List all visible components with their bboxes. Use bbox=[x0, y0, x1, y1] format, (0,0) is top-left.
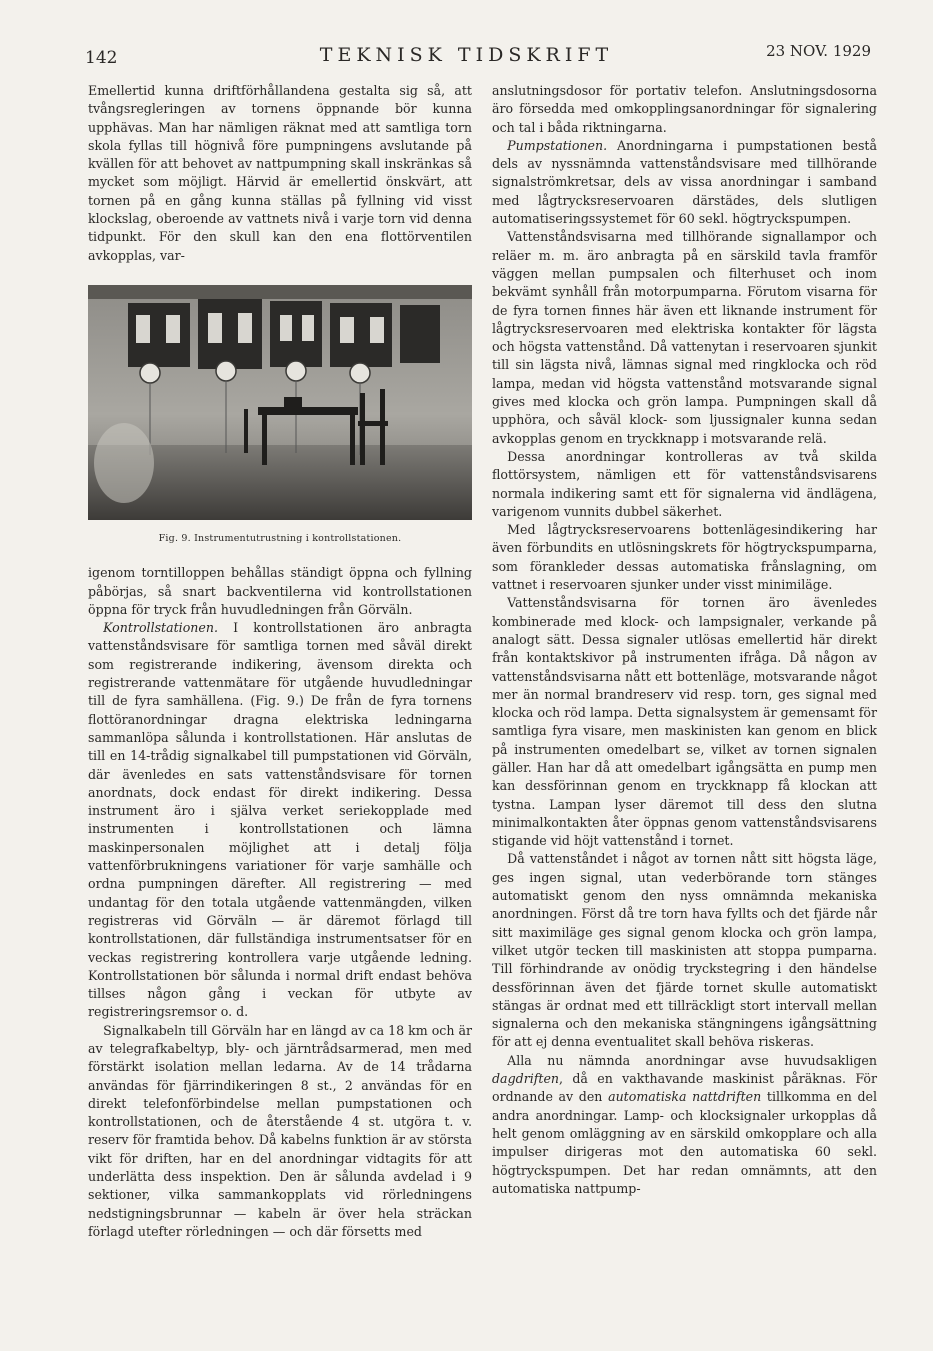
photo-instrument-room bbox=[88, 285, 472, 520]
paragraph: Dessa anordningar kontrolleras av två skilda flottörsystem, nämligen ett för vattenståndsvisarens normala indikering samt ett för signalerna vid ändlägena, varigenom vunnits dubbel säkerhet. bbox=[492, 448, 877, 519]
figure-caption: Fig. 9. Instrumentutrustning i kontrollstationen. bbox=[158, 532, 402, 544]
paragraph: Pumpstationen. Anordningarna i pumpstationen bestå dels av nyssnämnda vattenståndsvisare med tillhörande signalströmkretsar, dels av vissa anordningar i samband med lågtrycksreservoaren därstädes, dels slutligen automatiseringssystemet för 60 sekl. högtryckspumpen. bbox=[492, 137, 877, 227]
section-heading: Pumpstationen. bbox=[507, 137, 608, 153]
left-column bbox=[88, 82, 472, 1241]
paragraph: Med lågtrycksreservoarens bottenlägesindikering har även förbundits en utlösningskrets för högtryckspumparna, som förankleder dessas automatiska frånslagning, om vattnet i reservoaren sjunker under visst minimiläge. bbox=[492, 522, 877, 593]
section-heading: Kontrollstationen. bbox=[103, 620, 218, 636]
paragraph: Signalkabeln till Görväln har en längd av ca 18 km och är av telegrafkabeltyp, bly- och järntrådsarmerad, men med förstärkt isolation mellan ledarna. Av de 14 trådarna användas för fjärrindikeringen 8 st., 2 användas för en direkt telefonförbindelse mellan pumpstationen och kontrollstationen, och de återstående 4 st. utgöra t. v. reserv för framtida behov. Då kabelns funktion är av största vikt för driften, har en del anordningar vidtagits för att underlätta dess inspektion. Den är sålunda avdelad i 9 sektioner, vilka sammankopplats vid rörledningens nedstigningsbrunnar — kabeln är över hela sträckan förlagd utefter rörledningen — och där försetts med bbox=[88, 1022, 472, 1239]
paragraph: anslutningsdosor för portativ telefon. Anslutningsdosorna äro försedda med omkopplingsanordningar för signalering och tal i båda riktningarna. bbox=[492, 83, 877, 135]
paragraph: Alla nu nämnda anordningar avse huvudsakligen dagdriften, då en vakthavande maskinist påräknas. För ordnande av den automatiska nattdriften tillkomma en del andra anordningar. Lamp- och klocksignaler urkopplas då helt genom omläggning av en särskild omkopplare och alla impulser dirigeras mot den automatiska 60 sekl. högtryckspumpen. Det har redan omnämnts, att den automatiska nattpump- bbox=[492, 1052, 878, 1196]
paragraph: Då vattenståndet i något av tornen nått sitt högsta läge, ges ingen signal, utan vederbörande torn stänges automatiskt genom den nyss omnämnda mekaniska anordningen. Först då tre torn hava fyllts och det fjärde når sitt maximiläge ges signal genom klocka och grön lampa, vilket utgör tecken till maskinisten att stoppa pumparna. Till förhindrande av onödig tryckstegring i den händelse dessförinnan även det fjärde tornet skulle automatiskt stängas är ordnat med ett tillräckligt stort intervall mellan signalerna och den mekaniska stängningens igångsättning för att ej denna eventualitet skall behöva riskeras. bbox=[492, 851, 877, 1050]
paragraph: Emellertid kunna driftförhållandena gestalta sig så, att tvångsregleringen av tornens öppnande bör kunna upphävas. Man har nämligen räknat med att samtliga torn skola fyllas till högnivå före pumpningens avslutande på kvällen för att behovet av nattpumpning skall inskränkas så mycket som möjligt. Härvid är emellertid önskvärt, att tornen på en gång kunna ställas på fyllning vid visst klockslag, oberoende av vattnets nivå i varje torn vid denna tidpunkt. För den skull kan den ena flottörventilen avkopplas, var- bbox=[88, 83, 472, 263]
paragraph: Kontrollstationen. I kontrollstationen äro anbragta vattenståndsvisare för samtliga tornen med såväl direkt som registrerande indikering, ävensom direkta och registrerande vattenmätare för utgående huvudledningar till de fyra samhällena. (Fig. 9.) De från de fyra tornens flottöranordningar dragna elektriska ledningarna sammanlöpa sålunda i kontrollstationen. Här anslutas de till en 14-trådig signalkabel till pumpstationen vid Görväln, där ävenledes en sats vattenståndsvisare för tornen anordnats, dock endast för direkt indikering. Dessa instrument äro i själva verket seriekopplade med instrumenten i kontrollstationen och lämna maskinpersonalen möjlighet att i detalj följa vattenförbrukningens variationer för varje samhälle och ordna pumpningen därefter. All registrering — med undantag för den totala utgående vattenmängden, vilken registreras vid Görväln — är däremot förlagd till kontrollstationen, där fullständiga instrumentsatser för en veckas registrering kontrollera varje utgående ledning. Kontrollstationen bör sålunda i normal drift endast behöva tillses någon gång i veckan för utbyte av registreringsremsor o. d. bbox=[88, 620, 472, 1020]
paragraph: Vattenståndsvisarna för tornen äro ävenledes kombinerade med klock- och lampsignaler, verkande på analogt sätt. Dessa signaler utlösas emellertid här direkt från kontaktskivor på instrumenten ifråga. Då någon av vattenståndsvisarna nått ett bottenläge, motsvarande något mer än normal brandreserv vid resp. torn, ges signal med klocka och röd lampa. Detta signalsystem är gemensamt för samtliga fyra visare, men maskinisten kan genom en blick på instrumenten omedelbart se, vilket av tornen signalen gäller. Han har då att omedelbart igångsätta en pump men kan dessförinnan genom en tryckknapp få klockan att tystna. Lampan lyser däremot till dess den slutna minimalkontakten åter öppnas genom vattenståndsvisarens stigande vid höjt vattenstånd i tornet. bbox=[492, 595, 877, 849]
paragraph: Vattenståndsvisarna med tillhörande signallampor och reläer m. m. äro anbragta på en särskild tavla framför väggen mellan pumpsalen och filterhuset och inom bekvämt synhåll från motorpumparna. Förutom visarna för de fyra tornen finnes här även ett liknande instrument för lågtrycksreservoaren med elektriska kontakter för lägsta och högsta vattenstånd. Då vattenytan i reservoaren sjunkit till sin lägsta nivå, lämnas signal med ringklocka och röd lampa, medan vid högsta vattenstånd motsvarande signal gives med klocka och grön lampa. Pumpningen skall då upphöra, och såväl klock- som ljussignaler kunna sedan avkopplas genom en tryckknapp i motsvarande relä. bbox=[492, 229, 877, 446]
right-column bbox=[492, 82, 877, 1198]
journal-title: TEKNISK TIDSKRIFT bbox=[319, 44, 614, 66]
paragraph: igenom torntilloppen behållas ständigt öppna och fyllning påbörjas, så snart backventilerna vid kontrollstationen öppna för tryck från huvudledningen från Görväln. bbox=[88, 565, 472, 617]
page-number: 142 bbox=[85, 48, 118, 68]
issue-date: 23 NOV. 1929 bbox=[766, 42, 871, 60]
figure-photo bbox=[88, 285, 472, 520]
